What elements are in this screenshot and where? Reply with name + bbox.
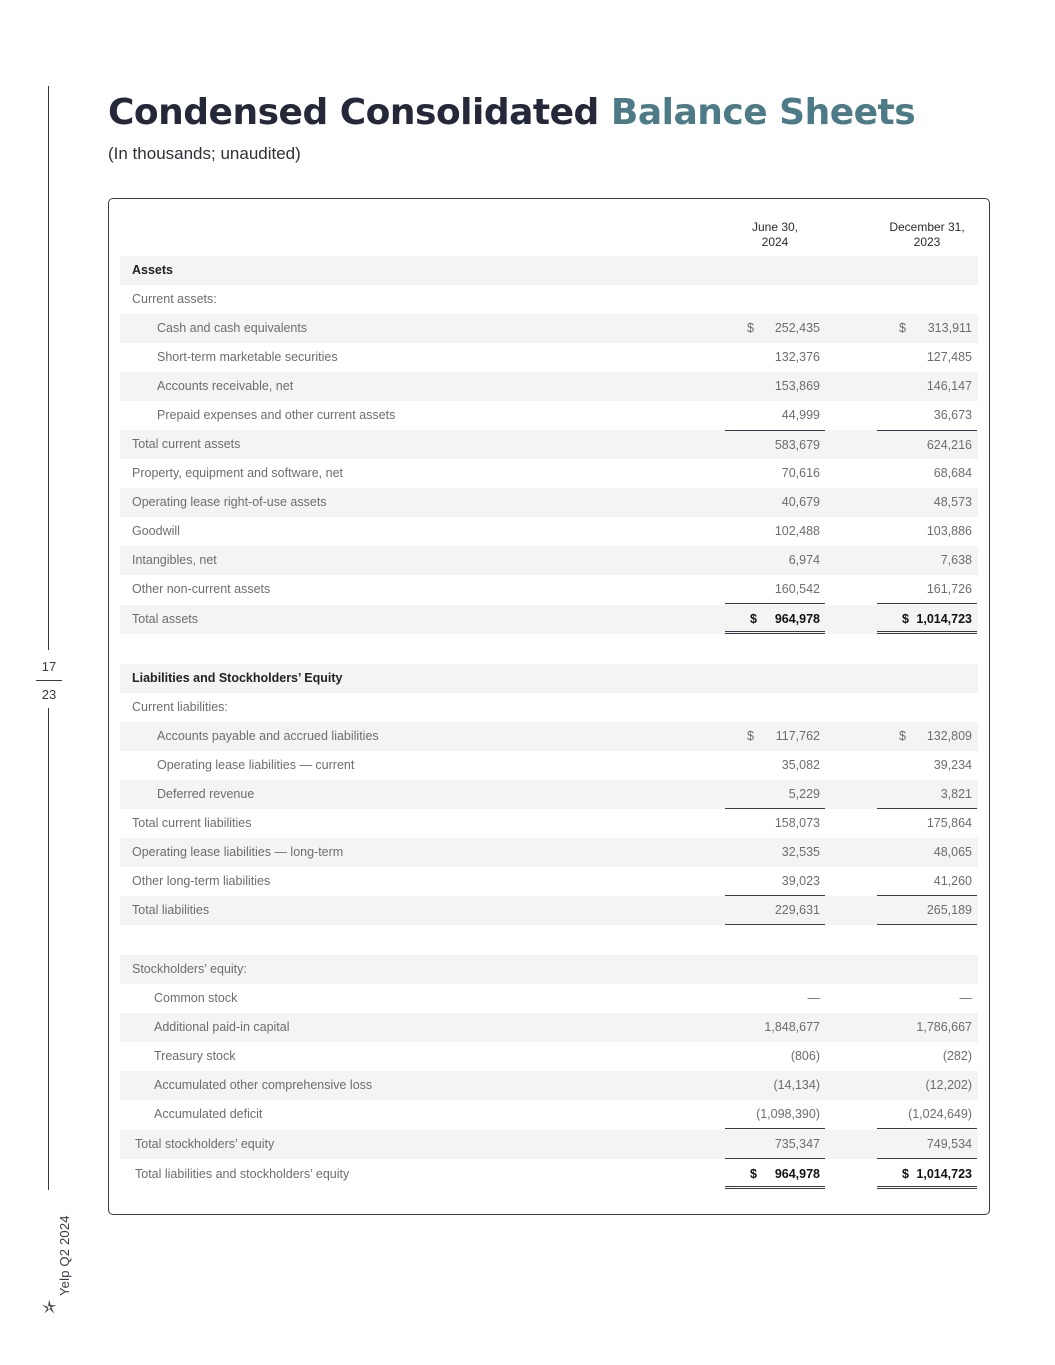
value-december-2023: 103,886 [926, 524, 972, 538]
page-divider [36, 680, 62, 681]
value-december-2023: 146,147 [926, 379, 972, 393]
value-june-2024: 1,848,677 [764, 1020, 820, 1034]
currency-symbol: $ [902, 1167, 909, 1181]
table-row-total-assets [120, 605, 978, 634]
value-june-2024: 153,869 [774, 379, 820, 393]
value-june-2024: 964,978 [774, 1167, 820, 1181]
table-row [120, 372, 978, 401]
value-june-2024: 102,488 [774, 524, 820, 538]
row-label: Operating lease liabilities — current [157, 758, 355, 772]
row-label: Cash and cash equivalents [157, 321, 308, 335]
value-december-2023: 175,864 [926, 816, 972, 830]
row-label: Deferred revenue [157, 787, 255, 801]
value-june-2024: 44,999 [781, 408, 820, 422]
table-row [120, 459, 978, 488]
row-label: Other non-current assets [132, 582, 271, 596]
column-header-june-2024: June 30, 2024 [751, 220, 799, 249]
value-june-2024: 40,679 [781, 495, 820, 509]
currency-symbol: $ [902, 612, 909, 626]
value-december-2023: 41,260 [933, 874, 972, 888]
value-june-2024: 735,347 [774, 1137, 820, 1151]
row-label: Operating lease right-of-use assets [132, 495, 327, 509]
value-june-2024: 35,082 [781, 758, 820, 772]
value-december-2023: 265,189 [926, 903, 972, 917]
row-label: Property, equipment and software, net [132, 466, 343, 480]
row-label: Current assets: [132, 292, 217, 306]
table-row-total-liabilities-equity [120, 1160, 978, 1189]
value-december-2023: (12,202) [925, 1078, 972, 1092]
table-row [120, 1042, 978, 1071]
table-row [120, 838, 978, 867]
row-label: Accounts payable and accrued liabilities [157, 729, 379, 743]
value-june-2024: 32,535 [781, 845, 820, 859]
row-label: Total assets [132, 612, 199, 626]
value-june-2024: (14,134) [773, 1078, 820, 1092]
table-row [120, 984, 978, 1013]
page-subtitle: (In thousands; unaudited) [108, 144, 301, 163]
table-row [120, 1071, 978, 1100]
section-header-liabilities-equity [120, 664, 978, 693]
value-june-2024: 583,679 [774, 438, 820, 452]
currency-symbol: $ [899, 321, 906, 335]
footer-brand: Yelp Q2 2024 [57, 1215, 72, 1296]
table-row [120, 575, 978, 604]
table-row [120, 867, 978, 896]
value-december-2023: — [959, 991, 972, 1005]
table-row [120, 1100, 978, 1129]
value-june-2024: (1,098,390) [756, 1107, 820, 1121]
value-december-2023: 749,534 [926, 1137, 972, 1151]
page-title [108, 92, 915, 133]
value-december-2023: 3,821 [940, 787, 972, 801]
row-label: Accumulated deficit [154, 1107, 263, 1121]
subheader-stockholders-equity [120, 955, 978, 984]
title-main: Condensed Consolidated [108, 92, 599, 133]
value-december-2023: 36,673 [933, 408, 972, 422]
value-june-2024: — [807, 991, 820, 1005]
table-row-total-current-assets [120, 430, 978, 459]
row-label: Accounts receivable, net [157, 379, 294, 393]
currency-symbol: $ [747, 729, 754, 743]
row-label: Total current liabilities [132, 816, 252, 830]
value-december-2023: 48,065 [933, 845, 972, 859]
table-row [120, 401, 978, 430]
value-december-2023: 1,014,723 [916, 612, 972, 626]
value-june-2024: 117,762 [775, 729, 820, 743]
value-december-2023: 39,234 [933, 758, 972, 772]
table-row-total-current-liabilities [120, 809, 978, 838]
subheader-current-liabilities [120, 693, 978, 722]
value-june-2024: 160,542 [774, 582, 820, 596]
table-row-total-liabilities [120, 896, 978, 925]
table-row [120, 343, 978, 372]
row-label: Liabilities and Stockholders’ Equity [132, 671, 343, 685]
row-label: Treasury stock [154, 1049, 236, 1063]
value-june-2024: 252,435 [774, 321, 820, 335]
row-label: Total stockholders’ equity [135, 1137, 275, 1151]
currency-symbol: $ [899, 729, 906, 743]
row-label: Additional paid-in capital [154, 1020, 290, 1034]
row-label: Total current assets [132, 437, 241, 451]
value-december-2023: 1,014,723 [916, 1167, 972, 1181]
subheader-current-assets [120, 285, 978, 314]
table-row [120, 1013, 978, 1042]
row-label: Stockholders’ equity: [132, 962, 247, 976]
page-current: 17 [41, 659, 57, 674]
value-december-2023: 48,573 [933, 495, 972, 509]
table-row-total-stockholders-equity [120, 1130, 978, 1159]
value-december-2023: 127,485 [926, 350, 972, 364]
row-label: Common stock [154, 991, 238, 1005]
title-accent: Balance Sheets [610, 92, 916, 133]
column-header-december-2023: December 31, 2023 [889, 220, 965, 249]
table-row [120, 546, 978, 575]
row-label: Goodwill [132, 524, 180, 538]
row-label: Accumulated other comprehensive loss [154, 1078, 373, 1092]
row-label: Prepaid expenses and other current assets [157, 408, 396, 422]
row-label: Assets [132, 263, 173, 277]
currency-symbol: $ [750, 612, 757, 626]
value-december-2023: 132,809 [926, 729, 972, 743]
row-label: Operating lease liabilities — long-term [132, 845, 344, 859]
row-label: Intangibles, net [132, 553, 217, 567]
value-june-2024: 964,978 [774, 612, 820, 626]
page-total: 23 [41, 687, 57, 702]
table-row [120, 780, 978, 809]
section-header-assets [120, 256, 978, 285]
value-june-2024: 132,376 [774, 350, 820, 364]
rail-line-top [48, 86, 49, 650]
value-june-2024: 5,229 [788, 787, 820, 801]
table-row [120, 751, 978, 780]
value-december-2023: 7,638 [940, 553, 972, 567]
value-december-2023: (282) [942, 1049, 972, 1063]
currency-symbol: $ [747, 321, 754, 335]
table-row [120, 722, 978, 751]
table-row [120, 314, 978, 343]
value-june-2024: 229,631 [774, 903, 820, 917]
row-label: Other long-term liabilities [132, 874, 271, 888]
row-label: Current liabilities: [132, 700, 228, 714]
value-june-2024: 39,023 [781, 874, 820, 888]
value-december-2023: 1,786,667 [916, 1020, 972, 1034]
value-june-2024: 158,073 [774, 816, 820, 830]
value-december-2023: 313,911 [927, 321, 972, 335]
row-label: Total liabilities and stockholders’ equity [135, 1167, 350, 1181]
row-label: Short-term marketable securities [157, 350, 338, 364]
rail-line-bottom [48, 708, 49, 1190]
value-june-2024: 70,616 [781, 466, 820, 480]
value-december-2023: (1,024,649) [908, 1107, 972, 1121]
table-row [120, 488, 978, 517]
value-june-2024: 6,974 [788, 553, 820, 567]
row-label: Total liabilities [132, 903, 210, 917]
yelp-burst-icon [40, 1298, 58, 1316]
currency-symbol: $ [750, 1167, 757, 1181]
value-december-2023: 161,726 [926, 582, 972, 596]
value-december-2023: 624,216 [926, 438, 972, 452]
value-december-2023: 68,684 [933, 466, 972, 480]
table-row [120, 517, 978, 546]
value-june-2024: (806) [790, 1049, 820, 1063]
